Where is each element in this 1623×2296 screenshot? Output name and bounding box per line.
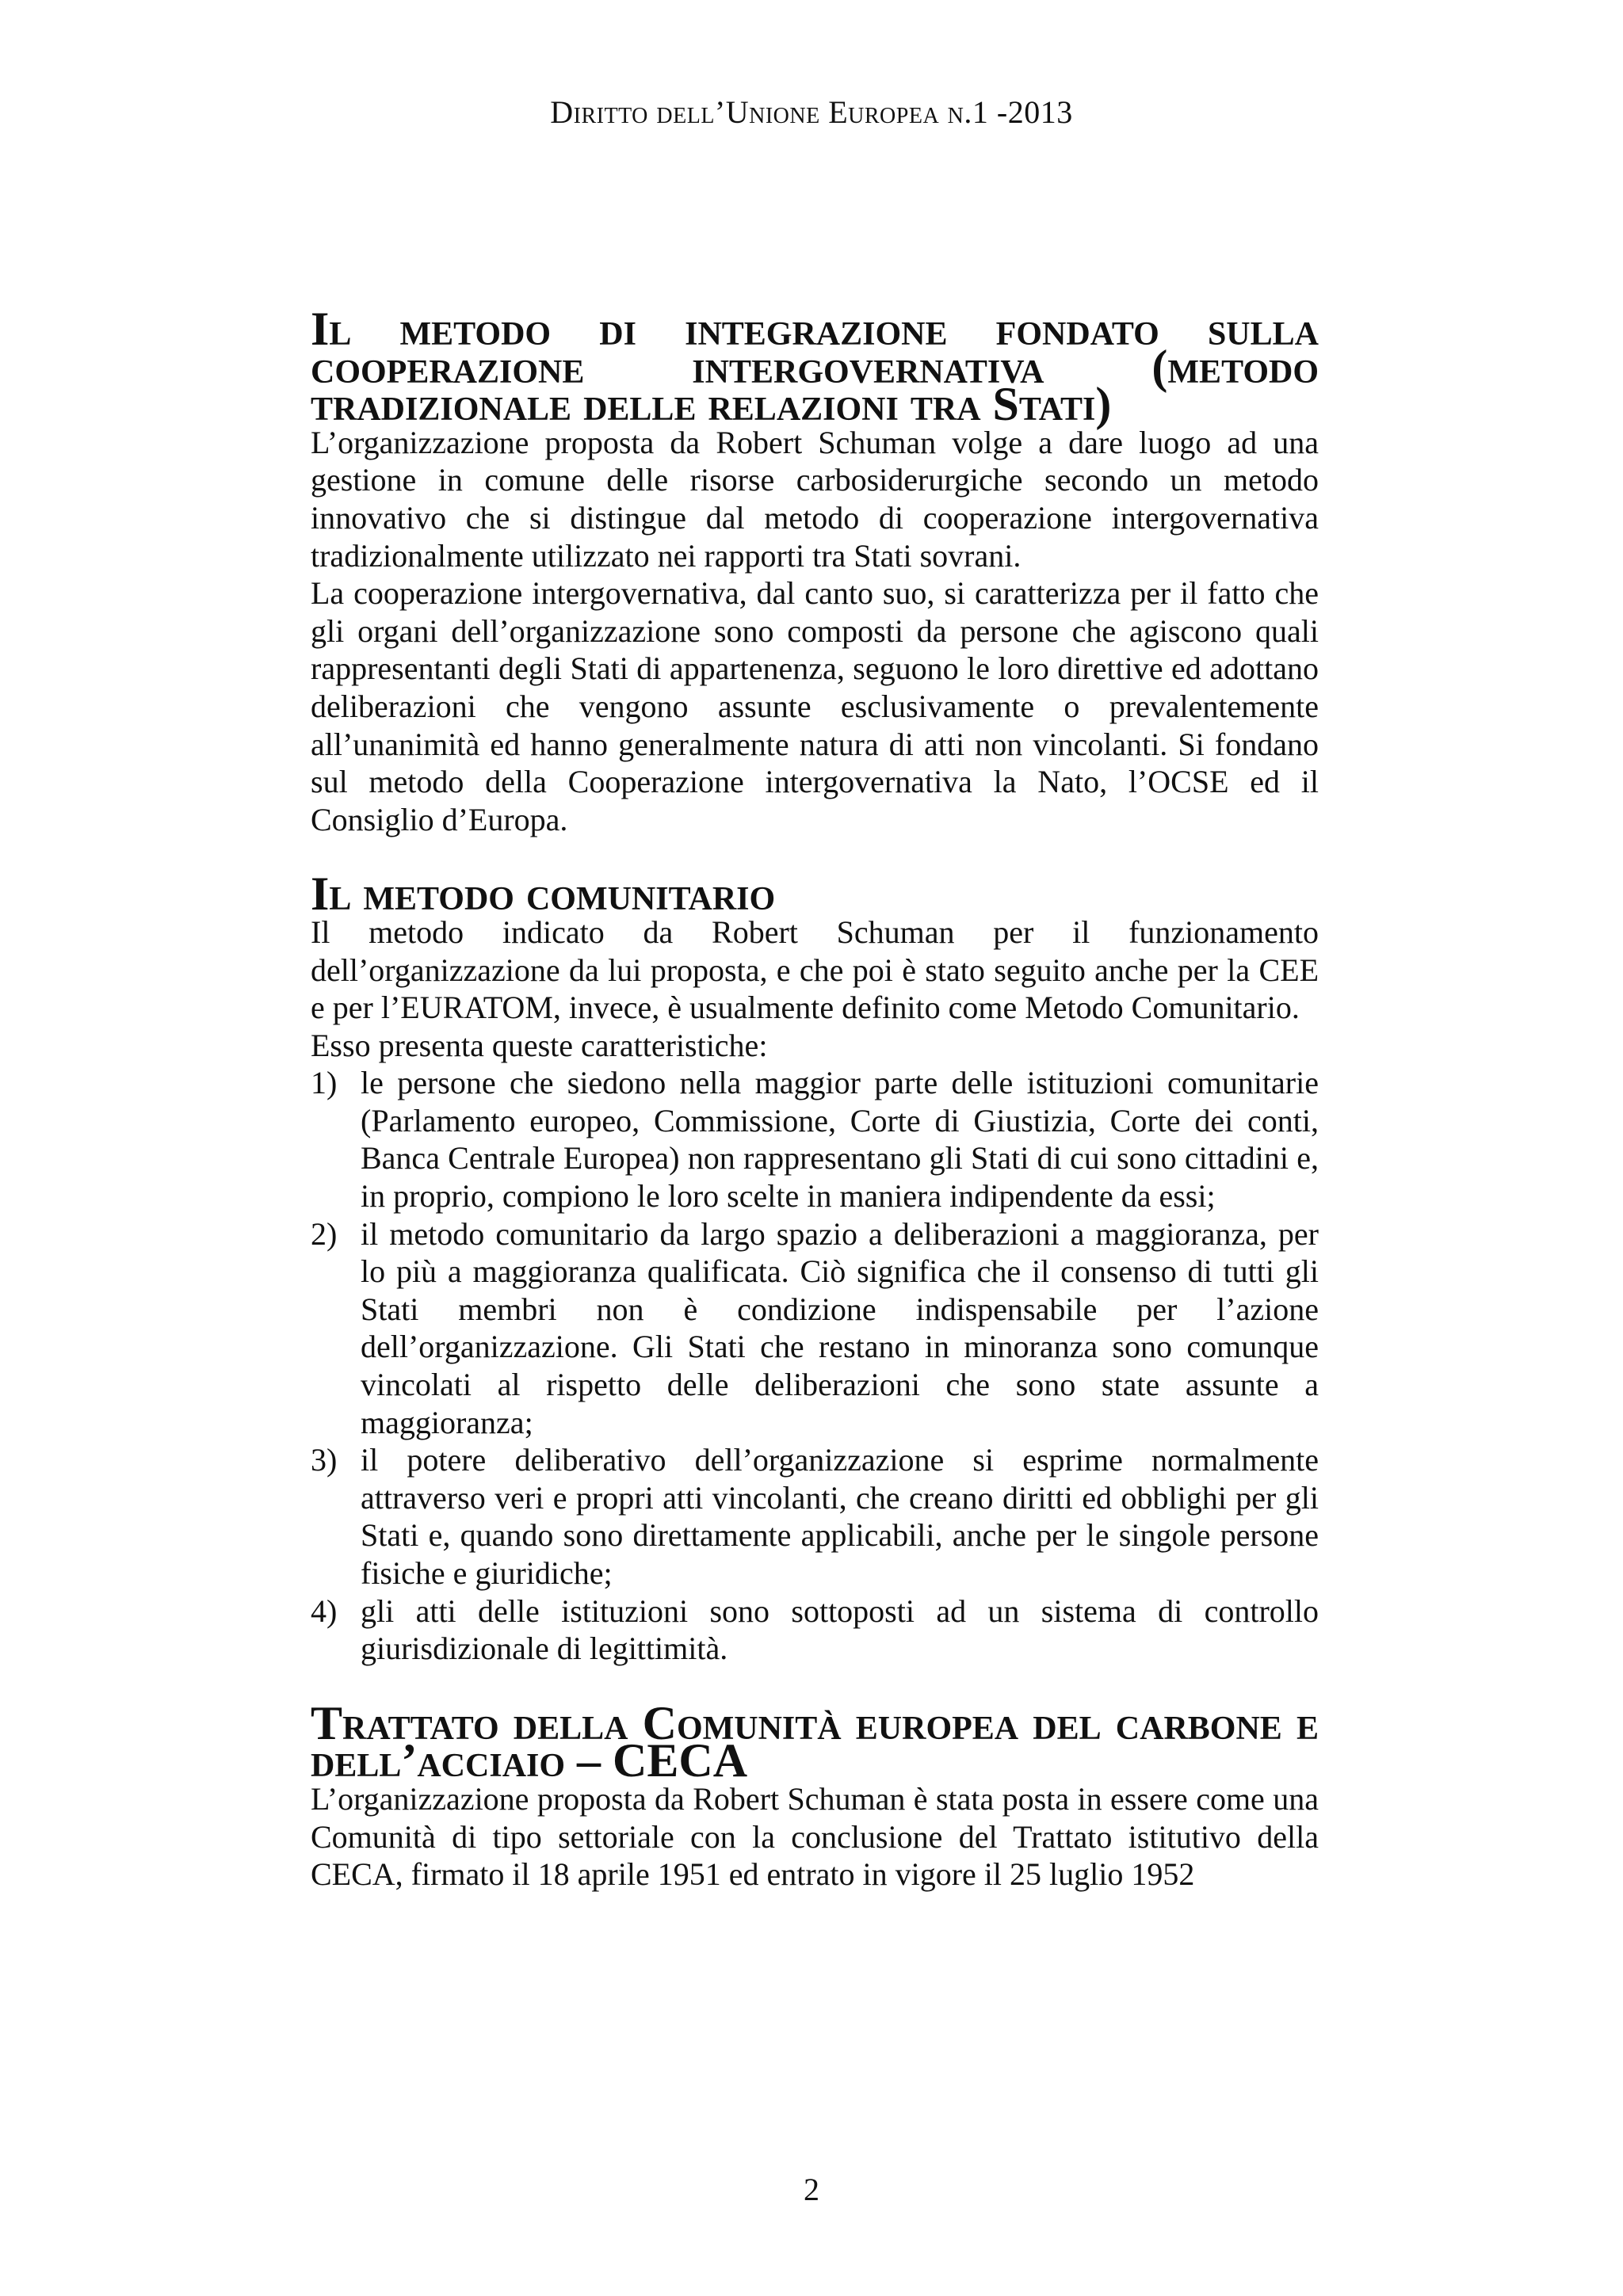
list-item-number: 4): [311, 1592, 338, 1629]
page-number: 2: [804, 2172, 819, 2207]
section-intergovernmental-method: [311, 303, 1319, 838]
list-item-number: 2): [311, 1215, 338, 1252]
section-community-method: [311, 868, 1319, 1667]
paragraph: La cooperazione intergovernativa, dal canto suo, si caratterizza per il fatto che gli organi dell’organizzazione sono composti da persone che agiscono quali rappresentanti degli Stati di appartenenza, seguono le loro direttive ed adottano deliberazioni che vengono assunte esclusivamente o prevalentemente all’unanimità ed hanno generalmente natura di atti non vincolanti. Si fondano sul metodo della Cooperazione intergovernativa la Nato, l’OCSE ed il Consiglio d’Europa.: [311, 575, 1319, 837]
list-item-text: le persone che siedono nella maggior parte delle istituzioni comunitarie (Parlamento europeo, Commissione, Corte di Giustizia, Corte dei conti, Banca Centrale Europea) non rappresentano gli Stati di cui sono cittadini e, in proprio, compiono le loro scelte in maniera indipendente da essi;: [361, 1065, 1319, 1215]
paragraph: Esso presenta queste caratteristiche:: [311, 1027, 768, 1063]
page-body: [311, 303, 1319, 1894]
running-header: Diritto dell’Unione Europea n.1 -2013: [550, 94, 1073, 130]
list-item: [311, 1215, 1319, 1442]
list-item-number: 3): [311, 1442, 338, 1478]
section-heading: Il metodo di integrazione fondato sulla cooperazione intergovernativa (metodo tradizionale delle relazioni tra Stati): [311, 303, 1319, 431]
list-item-number: 1): [311, 1065, 338, 1101]
list-item: [311, 1064, 1319, 1215]
paragraph: L’organizzazione proposta da Robert Schuman volge a dare luogo ad una gestione in comune delle risorse carbosiderurgiche secondo un metodo innovativo che si distingue dal metodo di cooperazione intergovernativa tradizionalmente utilizzato nei rapporti tra Stati sovrani.: [311, 424, 1319, 574]
list-item: [311, 1592, 1319, 1668]
characteristics-list: [311, 1064, 1319, 1668]
section-heading: Trattato della Comunità europea del carbone e dell’acciaio – CECA: [311, 1696, 1319, 1787]
section-ceca-treaty: [311, 1696, 1319, 1894]
list-item-text: il potere deliberativo dell’organizzazione si esprime normalmente attraverso veri e propri atti vincolanti, che creano diritti ed obblighi per gli Stati e, quando sono direttamente applicabili, anche per le singole persone fisiche e giuridiche;: [361, 1442, 1319, 1591]
paragraph: L’organizzazione proposta da Robert Schuman è stata posta in essere come una Comunità di tipo settoriale con la conclusione del Trattato istitutivo della CECA, firmato il 18 aprile 1951 ed entrato in vigore il 25 luglio 1952: [311, 1780, 1319, 1893]
paragraph: Il metodo indicato da Robert Schuman per il funzionamento dell’organizzazione da lui proposta, e che poi è stato seguito anche per la CEE e per l’EURATOM, invece, è usualmente definito come Metodo Comunitario.: [311, 913, 1319, 1026]
list-item: [311, 1441, 1319, 1592]
list-item-text: il metodo comunitario da largo spazio a deliberazioni a maggioranza, per lo più a maggioranza qualificata. Ciò significa che il consenso di tutti gli Stati membri non è condizione indispensabile per l’azione dell’organizzazione. Gli Stati che restano in minoranza sono comunque vincolati al rispetto delle deliberazioni che sono state assunte a maggioranza;: [361, 1215, 1319, 1440]
list-item-text: gli atti delle istituzioni sono sottoposti ad un sistema di controllo giurisdizionale di legittimità.: [361, 1592, 1319, 1667]
section-heading: Il metodo comunitario: [311, 868, 776, 921]
